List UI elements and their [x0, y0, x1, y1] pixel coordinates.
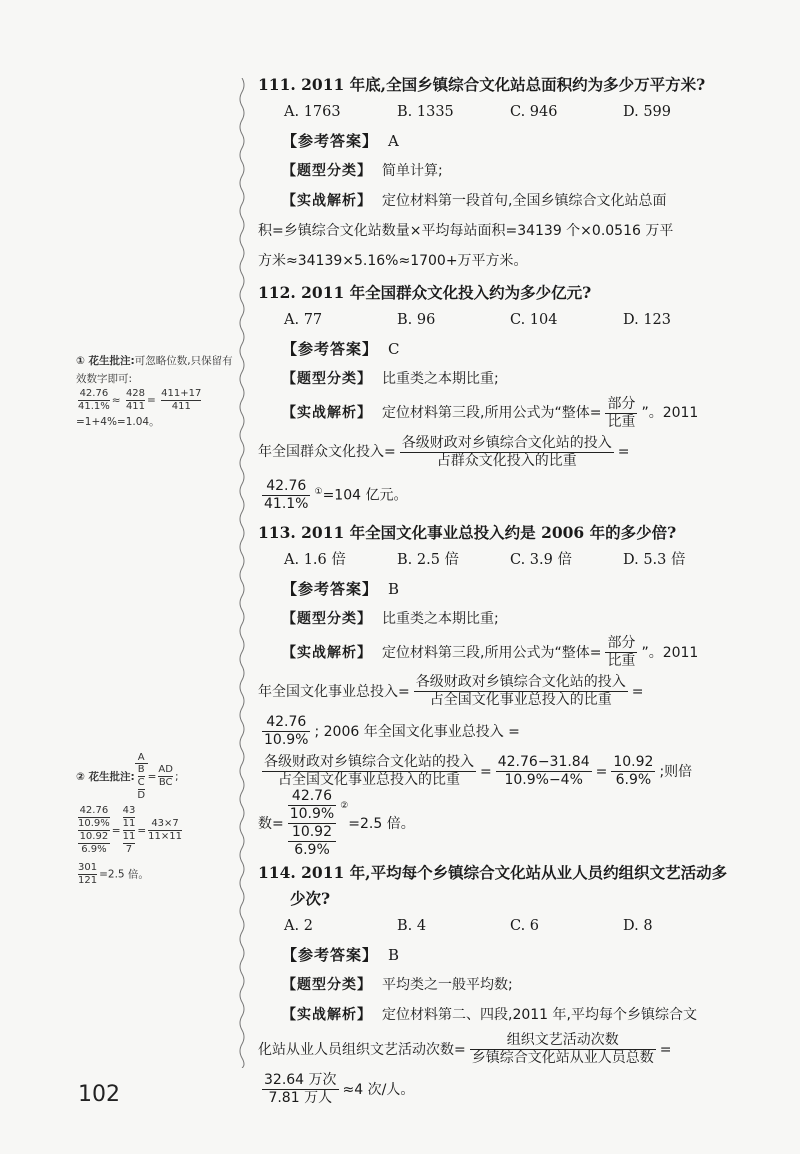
type-value: 比重类之本期比重; [382, 371, 499, 387]
analysis-intro: 定位材料第二、四段,2011 年,平均每个乡镇综合文 [382, 1006, 697, 1023]
note1-tail: =1+4%=1.04。 [76, 416, 160, 428]
option-a: A. 1763 [284, 104, 341, 120]
type-value: 平均类之一般平均数; [382, 976, 513, 993]
main-column [258, 72, 758, 1114]
option-c: C. 104 [510, 312, 558, 328]
answer-value: B [388, 579, 400, 598]
option-d: D. 123 [623, 312, 672, 328]
type-label: 【题型分类】 [282, 976, 372, 993]
analysis-line-5-tail: =2.5 倍。 [348, 815, 415, 832]
analysis-line-3-fraction: $\frac{42.76}{10.9\%}$ [264, 714, 309, 749]
analysis-line-5-prefix: 数= [258, 815, 284, 832]
analysis-line-4-fraction: $\frac{\text{各级财政对乡镇综合文化站的投入}}{\text{占全国文化事业总投入的比重}}$ [264, 754, 474, 789]
answer-value: A [388, 132, 399, 150]
note2-mark: ② 花生批注: [76, 770, 135, 783]
analysis-label: 【实战解析】 [282, 644, 372, 661]
type-value: 比重类之本期比重; [382, 610, 499, 627]
option-d: D. 5.3 倍 [623, 551, 686, 568]
formula-fraction: $\frac{\text{部分}}{\text{比重}}$ [607, 635, 636, 670]
page-number: 102 [78, 1082, 120, 1107]
formula-tail: ”。2011 [641, 644, 699, 661]
note2-simplified-frac: $\frac{43}{11}$ $\frac{11}{7}$ [122, 805, 136, 855]
option-d: D. 8 [623, 917, 653, 934]
question-111 [258, 72, 758, 276]
question-title: 112. 2011 年全国群众文化投入约为多少亿元? [258, 283, 592, 302]
analysis-line-5-mark: ② [340, 800, 349, 811]
analysis-label: 【实战解析】 [282, 405, 372, 421]
options-row [258, 98, 758, 126]
type-label: 【题型分类】 [282, 163, 372, 179]
analysis-line-2-fraction: $\frac{\text{各级财政对乡镇综合文化站的投入}}{\text{占群众文化投入的比重}}$ [401, 434, 612, 469]
note2-compound-fraction: A $\frac{B}{C}$ D [135, 752, 148, 801]
options-row [258, 912, 758, 940]
option-a: A. 2 [284, 917, 313, 934]
analysis-line-2-fraction: $\frac{\text{组织文艺活动次数}}{\text{乡镇综合文化站从业人员总数}}$ [471, 1032, 654, 1067]
type-value: 简单计算; [382, 163, 443, 179]
result-tail: =104 亿元。 [322, 487, 408, 504]
analysis-line-2-fraction: $\frac{\text{各级财政对乡镇综合文化站的投入}}{\text{占全国文化事业总投入的比重}}$ [415, 674, 626, 709]
option-c: C. 946 [510, 104, 558, 120]
question-114: 114. 2011 年,平均每个乡镇综合文化站从业人员约组织文艺活动多 少次? A. 2 B. 4 C. 6 D. 8 【参考答案】 B 【题型分类】 平均类之一般平均数; 【实战解析】 定位材料第二、四段,2011 年,平均每个乡镇综合文 化站从业人员组织文艺活动次数= $\frac{\text{组织文艺活动次数}}{\text{乡镇综合文化站从业人员总数}}$ = $\frac{\text{32.64 万次}}{\text{7.81 万人}}$ ≈4 次/人。 [258, 860, 758, 1110]
analysis-line-2-prefix: 年全国群众文化投入= [258, 444, 396, 460]
analysis-line-4-tail: ;则倍 [659, 763, 693, 780]
analysis-line-3-tail: ; 2006 年全国文化事业总投入 = [314, 723, 520, 740]
analysis-line-4-mid-fraction: $\frac{42.76-31.84}{10.9\%-4\%}$ [497, 754, 590, 789]
question-title: 114. 2011 年,平均每个乡镇综合文化站从业人员约组织文艺活动多 [258, 862, 728, 882]
result-mark: ① [314, 487, 323, 497]
option-a: A. 1.6 倍 [284, 551, 346, 568]
analysis-intro: 定位材料第三段,所用公式为“整体= [382, 405, 602, 421]
option-d: D. 599 [623, 104, 672, 120]
analysis-intro: 定位材料第三段,所用公式为“整体= [382, 644, 602, 661]
option-b: B. 1335 [397, 104, 454, 120]
wavy-divider [237, 78, 247, 1068]
question-title: 111. 2011 年底,全国乡镇综合文化站总面积约为多少万平方米? [258, 75, 706, 94]
option-c: C. 6 [510, 917, 540, 934]
question-113: 113. 2011 年全国文化事业总投入约是 2006 年的多少倍? A. 1.6 倍 B. 2.5 倍 C. 3.9 倍 D. 5.3 倍 【参考答案】 B 【题型分类】 比重类之本期比重; 【实战解析】 定位材料第三段,所用公式为“整体= $\frac{\text{部分}}{\text{比重}}$ ”。2011 年全国文化事业总投入= $\frac{\text{各级财政对乡镇综合文化站的投入}}{\text{占全国文化事业总投入的比重}}$ = $\frac{42.76}{10.9\%}$ ; 2006 年全国文化事业总投入 = $\frac{\text{各级财政对乡镇综合文化站的投入}}{\text{占全国文化事业总投入的比重}}$ = $\frac{42.76-31.84}{10.9\%-4\%}$ = $\frac{10.92}{6.9\%}$ ;则倍 数= $\frac{\frac{42.76}{10.9\%}}{\frac{10.92}{6.9\%}}$ ② =2.5 倍。 [258, 520, 758, 856]
margin-note-2: ② 花生批注: A $\frac{B}{C}$ D = $\frac{AD}{BC}$ ; $\frac{42.76}{10.9\%}$ $\frac{10.92}{6.9\%}$ = $\frac{43}{11}$ $\frac{11}{7}$ = $\frac{43\times 7}{11\times 11}$ $\frac{301}{121}$ =2.5 倍。 [76, 752, 182, 886]
question-112: 112. 2011 年全国群众文化投入约为多少亿元? A. 77 B. 96 C. 104 D. 123 【参考答案】 C 【题型分类】 比重类之本期比重; 【实战解析】 定位材料第三段,所用公式为“整体= $\frac{\text{部分}}{\text{比重}}$ ”。2011 年全国群众文化投入= $\frac{\text{各级财政对乡镇综合文化站的投入}}{\text{占群众文化投入的比重}}$ = $\frac{42.76}{41.1\%}$ ①=104 亿元。 [258, 280, 758, 516]
analysis-line-5-compound-fraction: $\frac{\frac{42.76}{10.9\%}}{\frac{10.92}{6.9\%}}$ [289, 788, 335, 859]
analysis-line-3: 方米≈34139×5.16%≈1700+万平方米。 [258, 253, 528, 269]
type-label: 【题型分类】 [282, 610, 372, 627]
option-b: B. 2.5 倍 [397, 551, 460, 568]
analysis-line-2: 积=乡镇综合文化站数量×平均每站面积=34139 个×0.0516 万平 [258, 223, 674, 239]
analysis-line-4-result-fraction: $\frac{10.92}{6.9\%}$ [613, 754, 654, 789]
options-row [258, 306, 758, 334]
note1-text: 可忽略位数,只保留有效数字即可: [76, 355, 233, 385]
note2-final-frac: $\frac{301}{121}$ [78, 862, 98, 886]
question-title-cont: 少次? [290, 888, 331, 908]
note2-final-tail: =2.5 倍。 [99, 868, 149, 881]
option-a: A. 77 [284, 312, 323, 328]
note2-big-frac: $\frac{42.76}{10.9\%}$ $\frac{10.92}{6.9\%}$ [78, 805, 110, 855]
note1-mark: ① 花生批注: [76, 355, 135, 367]
answer-label: 【参考答案】 [282, 340, 379, 358]
answer-value: C [388, 340, 400, 358]
answer-label: 【参考答案】 [282, 132, 379, 150]
answer-label: 【参考答案】 [282, 945, 379, 964]
formula-fraction: $\frac{\text{部分}}{\text{比重}}$ [607, 395, 636, 430]
note2-product-frac: $\frac{43\times 7}{11\times 11}$ [148, 818, 182, 842]
answer-value: B [388, 945, 400, 964]
result-fraction: $\frac{\text{32.64 万次}}{\text{7.81 万人}}$ [264, 1072, 337, 1107]
analysis-label: 【实战解析】 [282, 193, 372, 209]
result-tail: ≈4 次/人。 [342, 1081, 415, 1098]
note1-frac1: $\frac{42.76}{41.1\%}$ [78, 388, 110, 412]
result-fraction: $\frac{42.76}{41.1\%}$ [264, 478, 309, 513]
options-row [258, 546, 758, 574]
analysis-line-1: 定位材料第一段首句,全国乡镇综合文化站总面 [382, 193, 667, 209]
option-c: C. 3.9 倍 [510, 551, 572, 568]
analysis-line-2-prefix: 化站从业人员组织文艺活动次数= [258, 1041, 466, 1058]
note1-frac3: $\frac{411+17}{411}$ [161, 388, 202, 412]
note1-frac2: $\frac{428}{411}$ [125, 388, 146, 412]
note2-ad-frac: $\frac{AD}{BC}$ [158, 764, 173, 788]
formula-tail: ”。2011 [641, 405, 699, 421]
analysis-label: 【实战解析】 [282, 1006, 372, 1023]
question-title: 113. 2011 年全国文化事业总投入约是 2006 年的多少倍? [258, 522, 677, 542]
answer-label: 【参考答案】 [282, 579, 379, 598]
option-b: B. 96 [397, 312, 436, 328]
analysis-line-2-prefix: 年全国文化事业总投入= [258, 683, 410, 700]
option-b: B. 4 [397, 917, 427, 934]
type-label: 【题型分类】 [282, 371, 372, 387]
margin-note-1: ① 花生批注:可忽略位数,只保留有效数字即可: $\frac{42.76}{41.1\%}$ ≈ $\frac{428}{411}$ = $\frac{411+17}{411}$ =1+4%=1.04。 [76, 355, 233, 428]
